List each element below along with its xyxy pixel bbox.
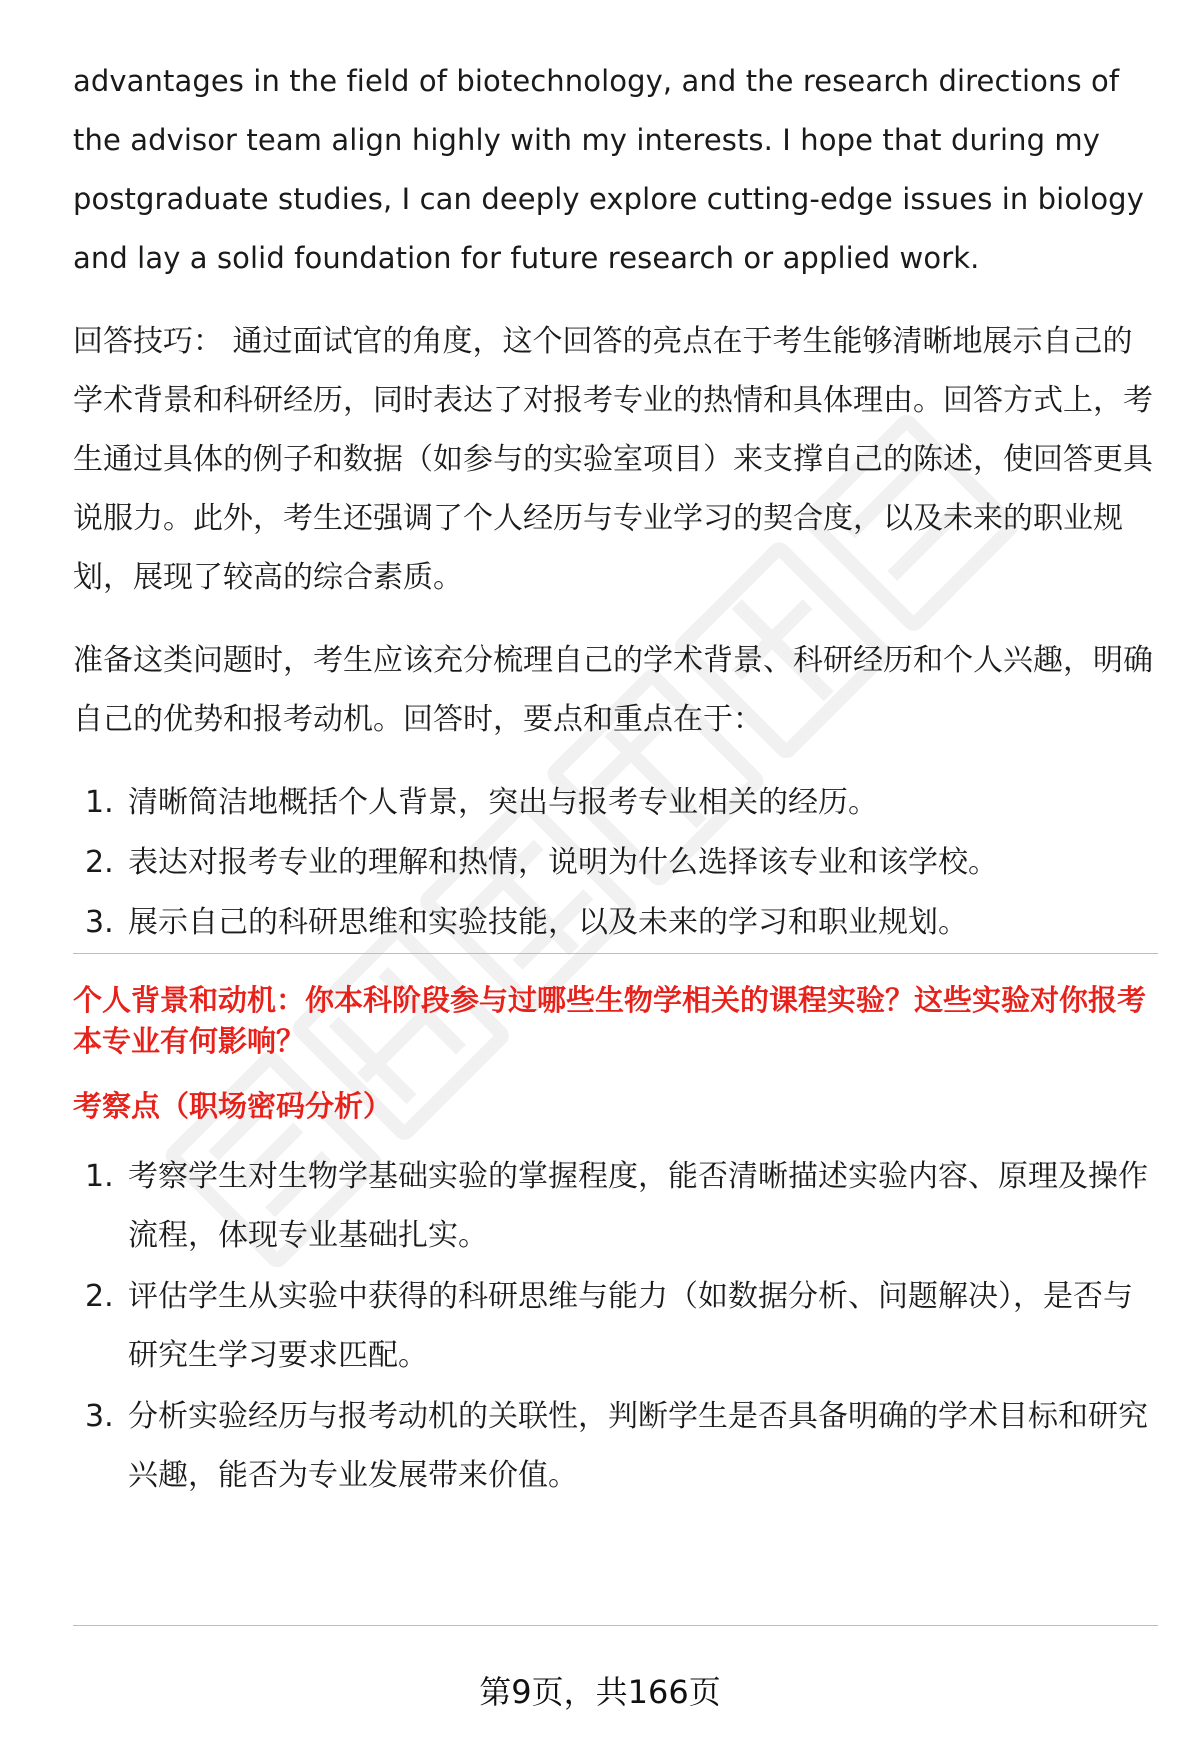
list-item (73, 893, 1158, 952)
assessment-list (73, 1147, 1158, 1505)
prepare-paragraph: 准备这类问题时，考生应该充分梳理自己的学术背景、科研经历和个人兴趣，明确自己的优势和报考动机。回答时，要点和重点在于： (73, 643, 1153, 737)
list-item (73, 773, 1158, 832)
question-heading: 个人背景和动机：你本科阶段参与过哪些生物学相关的课程实验？这些实验对你报考本专业有何影响？ (73, 983, 1147, 1058)
page-number: 第9页，共166页 (479, 1673, 721, 1711)
page-content (73, 52, 1158, 1507)
list-item (73, 1267, 1158, 1385)
footer-divider (73, 1625, 1158, 1626)
list-item (73, 1147, 1158, 1265)
list-item-text: 清晰简洁地概括个人背景，突出与报考专业相关的经历。 (128, 785, 878, 820)
list-item-text: 表达对报考专业的理解和热情，说明为什么选择该专业和该学校。 (128, 845, 998, 880)
list-number: 2. (85, 1279, 114, 1314)
english-paragraph: advantages in the field of biotechnology, and the research directions of the advisor team align highly with my interests. I hope that during my postgraduate studies, I can deeply explore cutting-edge issues in biology and lay a solid foundation for future research or applied work. (73, 64, 1144, 275)
list-item-text: 考察学生对生物学基础实验的掌握程度，能否清晰描述实验内容、原理及操作流程，体现专业基础扎实。 (128, 1159, 1148, 1253)
list-number: 2. (85, 845, 114, 880)
list-number: 1. (85, 1159, 114, 1194)
assessment-heading: 考察点（职场密码分析） (73, 1089, 393, 1123)
list-item-text: 分析实验经历与报考动机的关联性，判断学生是否具备明确的学术目标和研究兴趣，能否为专业发展带来价值。 (128, 1399, 1148, 1493)
list-item (73, 1387, 1158, 1505)
list-item-text: 评估学生从实验中获得的科研思维与能力（如数据分析、问题解决），是否与研究生学习要求匹配。 (128, 1279, 1133, 1373)
list-number: 3. (85, 1399, 114, 1434)
list-number: 1. (85, 785, 114, 820)
key-points-list (73, 773, 1158, 952)
list-item-text: 展示自己的科研思维和实验技能，以及未来的学习和职业规划。 (128, 905, 968, 940)
section-divider (73, 953, 1158, 954)
list-number: 3. (85, 905, 114, 940)
tips-paragraph: 回答技巧： 通过面试官的角度，这个回答的亮点在于考生能够清晰地展示自己的学术背景和科研经历，同时表达了对报考专业的热情和具体理由。回答方式上，考生通过具体的例子和数据（如参与的实验室项目）来支撑自己的陈述，使回答更具说服力。此外，考生还强调了个人经历与专业学习的契合度，以及未来的职业规划，展现了较高的综合素质。 (73, 324, 1153, 595)
list-item (73, 833, 1158, 892)
